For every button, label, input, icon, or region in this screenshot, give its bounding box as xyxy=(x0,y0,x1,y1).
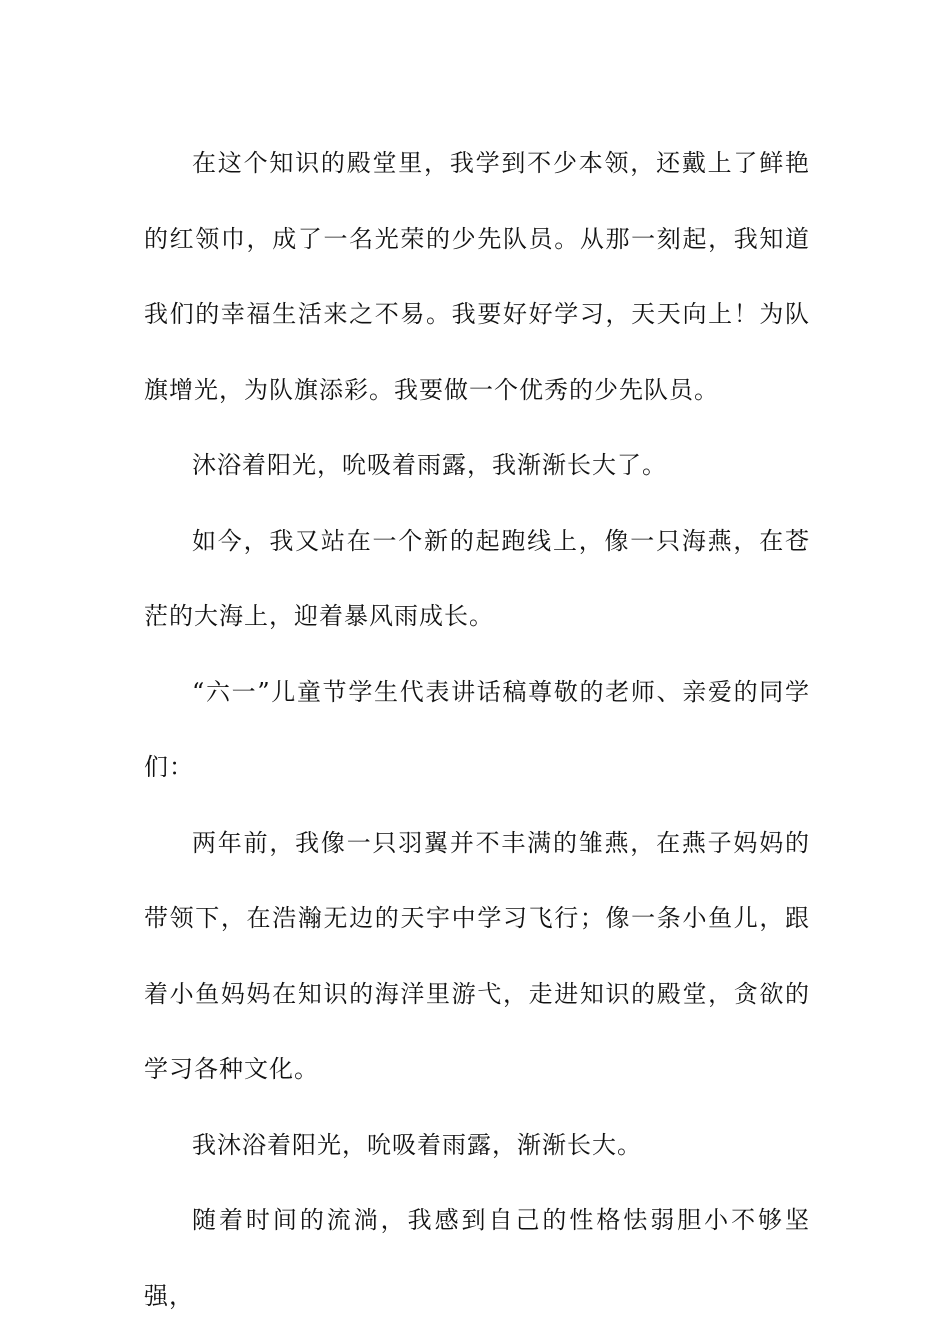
paragraph-5: 两年前，我像一只羽翼并不丰满的雏燕，在燕子妈妈的带领下，在浩瀚无边的天宇中学习飞行；像一条小鱼儿，跟着小鱼妈妈在知识的海洋里游弋，走进知识的殿堂，贪欲的学习各种文化。 xyxy=(144,828,810,1083)
paragraph-7: 随着时间的流淌，我感到自己的性格怯弱胆小不够坚强， xyxy=(144,1206,810,1310)
paragraph-4: “六一”儿童节学生代表讲话稿尊敬的老师、亲爱的同学们： xyxy=(144,677,810,781)
paragraph-6: 我沐浴着阳光，吮吸着雨露，渐渐长大。 xyxy=(192,1130,642,1159)
paragraph-2: 沐浴着阳光，吮吸着雨露，我渐渐长大了。 xyxy=(192,451,667,479)
paragraph-3: 如今，我又站在一个新的起跑线上，像一只海燕，在苍茫的大海上，迎着暴风雨成长。 xyxy=(144,526,810,630)
document-body xyxy=(144,126,810,1334)
paragraph-1: 在这个知识的殿堂里，我学到不少本领，还戴上了鲜艳的红领巾，成了一名光荣的少先队员。从那一刻起，我知道我们的幸福生活来之不易。我要好好学习，天天向上！为队旗增光，为队旗添彩。我要做一个优秀的少先队员。 xyxy=(144,149,810,404)
